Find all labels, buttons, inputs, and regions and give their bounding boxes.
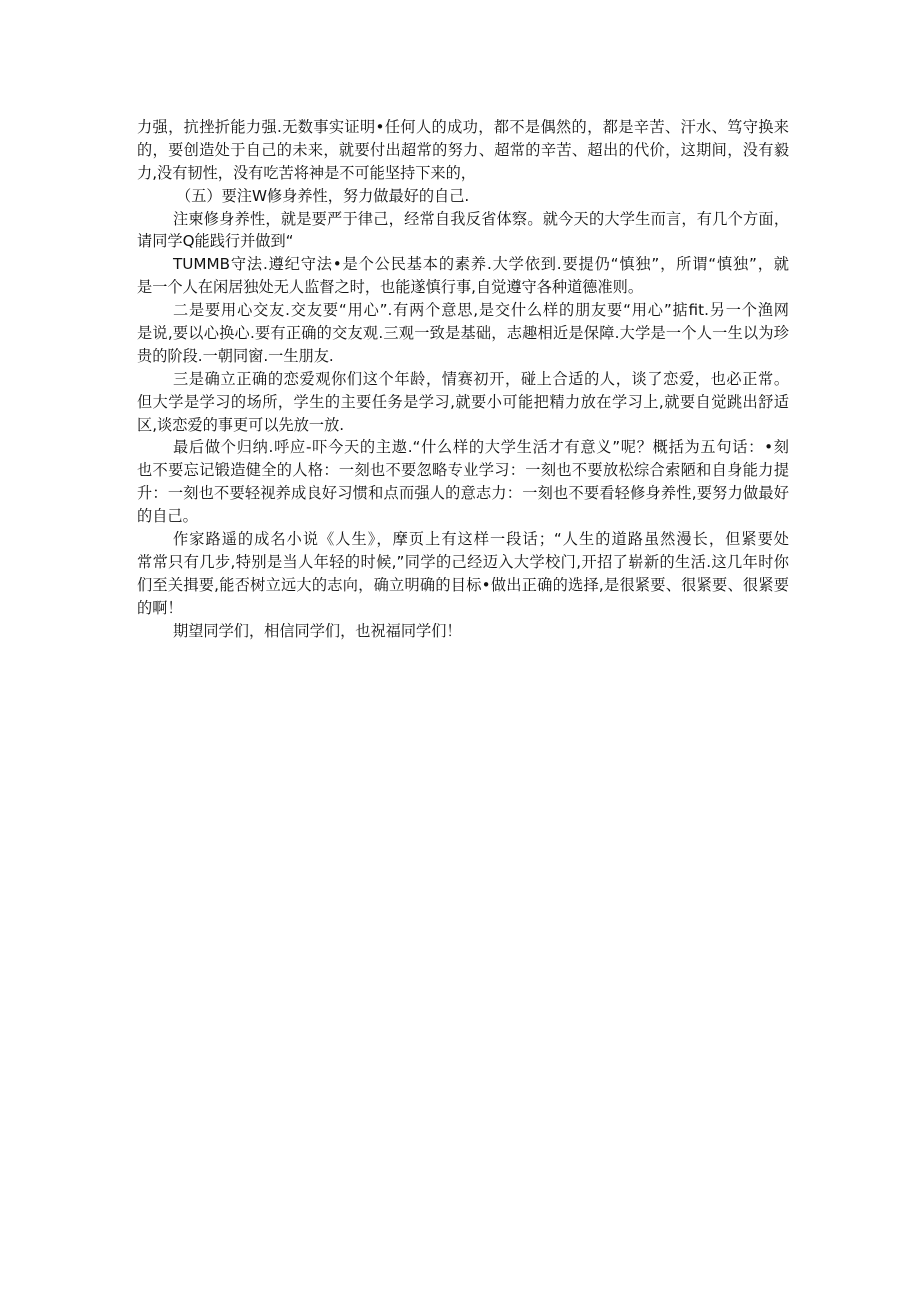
text-line: 力强，抗挫折能力强.无数事实证明•任何人的成功，都不是偶然的，都是辛苦、汗水、笃守换来 — [137, 118, 789, 136]
body-text — [137, 116, 789, 642]
paragraph — [137, 208, 789, 254]
text-line: 是一个人在闲居独处无人监督之时，也能遂慎行事,自觉遵守各种道德准则。 — [137, 278, 644, 297]
heading-text: （五）要注W修身养性，努力做最好的自己. — [176, 186, 470, 205]
text-line: TUMMB守法.遵纪守法•是个公民基本的素养.大学依到.要提仍“慎独”，所谓“慎独”，就 — [173, 255, 789, 274]
paragraph — [137, 436, 789, 528]
text-line: 也不要忘记锻造健全的人格：一刻也不要忽略专业学习：一刻也不要放松综合索陋和自身能力提 — [137, 461, 789, 480]
text-line: 是说,要以心换心.要有正确的交友观.三观一致是基础，志趣相近是保障.大学是一个人一生以为珍 — [137, 324, 789, 343]
paragraph — [137, 620, 789, 643]
text-line: 注柬修身养性，就是要严于律己，经常自我反省体察。就今天的大学生而言，有几个方面， — [173, 209, 789, 228]
paragraph-continuation — [137, 116, 789, 185]
text-line: 区,谈恋爱的事更可以先放一放. — [137, 415, 345, 434]
text-line: 们至关揖要,能否树立远大的志向，确立明确的目标•做出正确的选择,是很紧要、很紧要、很紧要 — [137, 575, 789, 594]
text-line: 的啊！ — [137, 598, 183, 617]
text-line: 贵的阶段.一朝同窗.一生朋友. — [137, 346, 334, 365]
text-line: 请同学Q能践行并做到“ — [137, 232, 294, 251]
text-line: 的自己。 — [137, 507, 198, 526]
text-line: 的，要创造处于自己的未来，就要付出超常的努力、超常的辛苦、超出的代价，这期间，没有毅 — [137, 140, 789, 159]
paragraph — [137, 528, 789, 620]
paragraph — [137, 299, 789, 368]
section-heading — [137, 185, 789, 208]
text-line: 常常只有几步,特别是当人年轻的时候,”同学的己经迈入大学校门,开招了崭新的生活.这几年时你 — [137, 552, 789, 571]
paragraph — [137, 253, 789, 299]
text-line: 二是要用心交友.交友要“用心”.有两个意思,是交什么样的朋友要“用心”掂fit.另一个渔网 — [173, 301, 789, 320]
text-line: 但大学是学习的场所，学生的主要任务是学习,就要小可能把精力放在学习上,就要自觉跳出舒适 — [137, 392, 789, 411]
paragraph — [137, 368, 789, 437]
text-line: 升：一刻也不要轻视养成良好习惯和点而强人的意志力：一刻也不要看轻修身养性,要努力做最好 — [137, 484, 789, 503]
text-line: 力,没有韧性，没有吃苦将神是不可能坚持下来的， — [137, 163, 476, 182]
text-line: 最后做个归纳.呼应-吓今天的主遨.“什么样的大学生活才有意义”呢？概括为五句话：•刻 — [173, 438, 789, 457]
text-line: 期望同学们，相信同学们，也祝福同学们！ — [173, 621, 462, 640]
text-line: 三是确立正确的恋爱观你们这个年龄，情赛初开，碰上合适的人，谈了恋爱，也必正常。 — [173, 369, 789, 388]
text-line: 作家路遥的成名小说《人生》，摩页上有这样一段话；“人生的道路虽然漫长，但紧要处 — [173, 530, 789, 549]
